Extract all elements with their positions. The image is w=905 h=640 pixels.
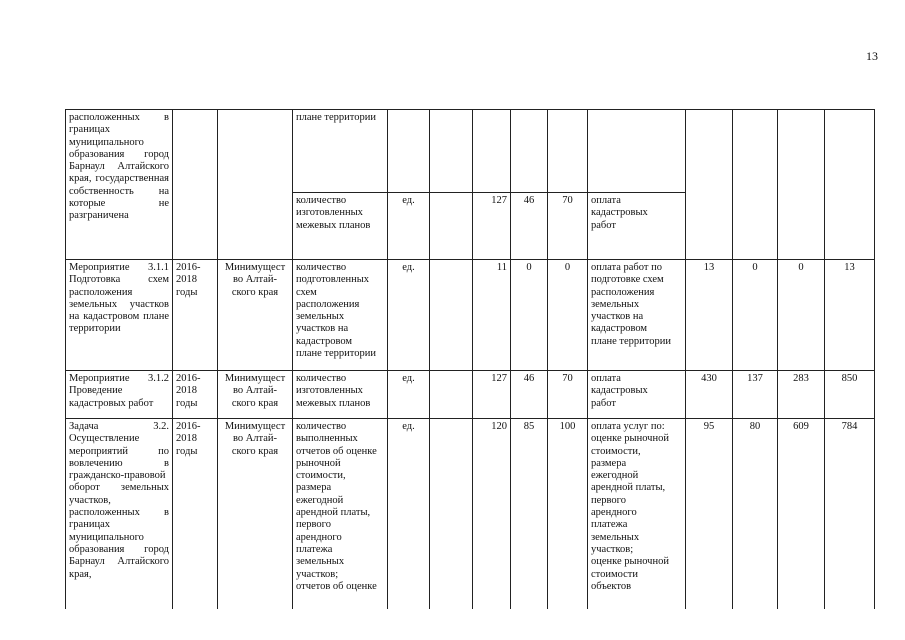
indicator-cell: количество выполненных отчетов об оценке рыночной стоимости, размера ежегодной арендной платы, первого арендного платежа земельных участков; отчетов об оценке [293, 419, 388, 609]
executor-cell: Минимущест во Алтай- ского края [218, 419, 293, 609]
event-cell: Задача 3.2. Осуществление мероприятий по вовлечению в гражданско-правовой оборот земельных участков, расположенных в границах муниципального образования город Барнаул Алтайского края, [66, 419, 173, 609]
event-cell: Мероприятие 3.1.1 Подготовка схем расположения земельных участков на кадастровом плане территории [66, 260, 173, 371]
unit-cell [388, 110, 430, 193]
unit-cell: ед. [388, 193, 430, 260]
expense-cell: оплата кадастровых работ [588, 193, 686, 260]
period-cell: 2016- 2018 годы [173, 419, 218, 609]
total-cell: 13 [825, 260, 875, 371]
cost-cell: 283 [778, 371, 825, 419]
value-cell: 11 [473, 260, 511, 371]
value-cell [473, 110, 511, 193]
cost-cell: 430 [686, 371, 733, 419]
total-cell: 784 [825, 419, 875, 609]
value-cell [511, 110, 548, 193]
event-cell: Мероприятие 3.1.2 Проведение кадастровых работ [66, 371, 173, 419]
executor-cell [218, 110, 293, 260]
expense-cell: оплата работ по подготовке схем расположения земельных участков на кадастровом плане территории [588, 260, 686, 371]
value-cell: 120 [473, 419, 511, 609]
value-cell: 127 [473, 371, 511, 419]
period-cell [173, 110, 218, 260]
value-cell [430, 371, 473, 419]
value-cell: 100 [548, 419, 588, 609]
program-table [65, 109, 875, 609]
value-cell: 70 [548, 193, 588, 260]
total-cell [825, 110, 875, 260]
cost-cell [686, 110, 733, 260]
unit-cell: ед. [388, 371, 430, 419]
cost-cell: 0 [733, 260, 778, 371]
value-cell [548, 110, 588, 193]
value-cell [430, 193, 473, 260]
executor-cell: Минимущест во Алтай- ского края [218, 371, 293, 419]
cost-cell: 95 [686, 419, 733, 609]
executor-cell: Минимущест во Алтай- ского края [218, 260, 293, 371]
value-cell: 127 [473, 193, 511, 260]
cost-cell: 609 [778, 419, 825, 609]
value-cell [430, 419, 473, 609]
value-cell [430, 260, 473, 371]
value-cell: 0 [548, 260, 588, 371]
total-cell: 850 [825, 371, 875, 419]
value-cell: 46 [511, 371, 548, 419]
value-cell: 70 [548, 371, 588, 419]
expense-cell: оплата услуг по: оценке рыночной стоимости, размера ежегодной арендной платы, первого арендного платежа земельных участков; оценке рыночной стоимости объектов [588, 419, 686, 609]
indicator-cell: количество подготовленных схем расположения земельных участков на кадастровом плане территории [293, 260, 388, 371]
table-row [66, 260, 875, 371]
value-cell: 46 [511, 193, 548, 260]
value-cell: 85 [511, 419, 548, 609]
value-cell: 0 [511, 260, 548, 371]
indicator-cell: количество изготовленных межевых планов [293, 371, 388, 419]
page-number: 13 [866, 49, 878, 63]
expense-cell: оплата кадастровых работ [588, 371, 686, 419]
cost-cell: 0 [778, 260, 825, 371]
indicator-cell: количество изготовленных межевых планов [293, 193, 388, 260]
expense-cell [588, 110, 686, 193]
indicator-cell: плане территории [293, 110, 388, 193]
unit-cell: ед. [388, 419, 430, 609]
cost-cell [733, 110, 778, 260]
cost-cell: 80 [733, 419, 778, 609]
value-cell [430, 110, 473, 193]
table-row [66, 419, 875, 609]
unit-cell: ед. [388, 260, 430, 371]
event-cell: расположенных в границах муниципального образования город Барнаул Алтайского края, государственная собственность на которые не разграничена [66, 110, 173, 260]
cost-cell: 137 [733, 371, 778, 419]
cost-cell: 13 [686, 260, 733, 371]
cost-cell [778, 110, 825, 260]
period-cell: 2016- 2018 годы [173, 371, 218, 419]
table-row [66, 371, 875, 419]
table-row [66, 110, 875, 193]
period-cell: 2016- 2018 годы [173, 260, 218, 371]
